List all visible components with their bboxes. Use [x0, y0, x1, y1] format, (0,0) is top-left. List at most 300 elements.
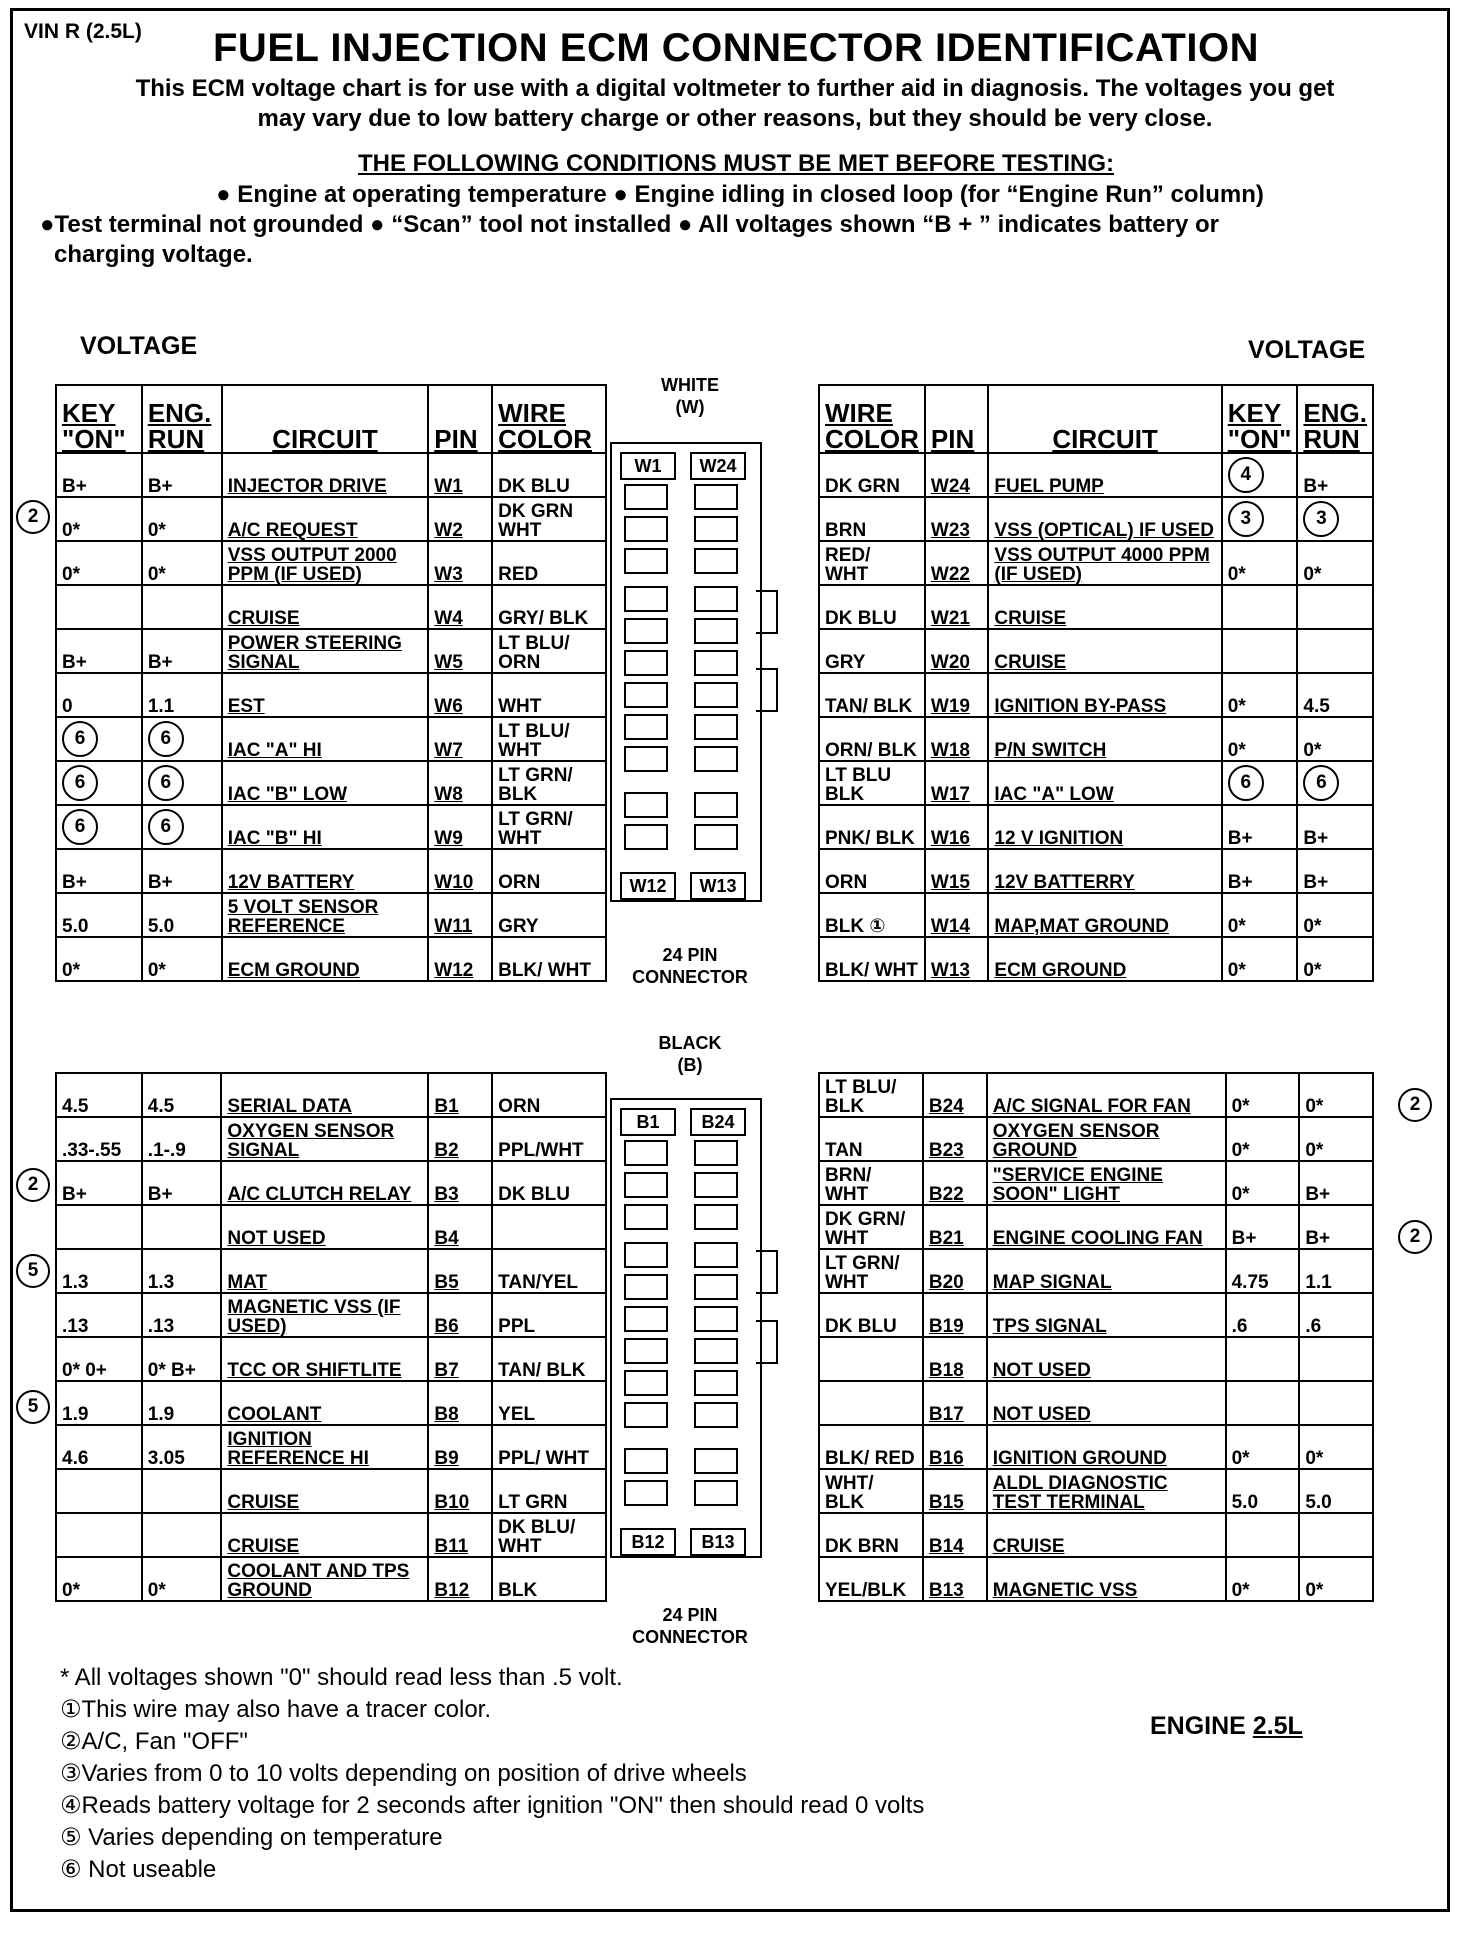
cell-key	[1222, 453, 1298, 497]
cell-key: B+	[1222, 849, 1298, 893]
pin-w13: W13	[690, 872, 746, 900]
pin-slot	[694, 1242, 738, 1268]
cell-pin: B16	[923, 1425, 987, 1469]
pin-slot	[694, 714, 738, 740]
cell-run	[1299, 1337, 1373, 1381]
table-row	[819, 849, 1373, 893]
cell-key: 0* 0+	[56, 1337, 142, 1381]
cell-key	[56, 717, 142, 761]
cell-wire: DK GRN WHT	[492, 497, 606, 541]
cell-pin: B5	[428, 1249, 492, 1293]
cell-circuit: ALDL DIAGNOSTIC TEST TERMINAL	[987, 1469, 1226, 1513]
pin-slot	[624, 746, 668, 772]
pin-b13: B13	[690, 1528, 746, 1556]
cell-wire: RED/ WHT	[819, 541, 925, 585]
cell-key: .13	[56, 1293, 142, 1337]
cell-wire: BRN/ WHT	[819, 1161, 923, 1205]
cell-wire: TAN/YEL	[492, 1249, 606, 1293]
cell-run: 3.05	[142, 1425, 222, 1469]
cell-run: 1.9	[142, 1381, 222, 1425]
hdr-wire-color: WIRE COLOR	[819, 385, 925, 453]
cell-pin: W15	[925, 849, 989, 893]
cell-run	[1299, 1381, 1373, 1425]
vin-label: VIN R (2.5L)	[24, 20, 142, 43]
pin-slot	[694, 1480, 738, 1506]
table-row	[56, 937, 606, 981]
cell-pin: B12	[428, 1557, 492, 1601]
cell-run: 0*	[1297, 541, 1373, 585]
cell-circuit: MAP,MAT GROUND	[988, 893, 1221, 937]
cell-pin: B14	[923, 1513, 987, 1557]
cell-run: B+	[1299, 1205, 1373, 1249]
cell-run: B+	[142, 629, 222, 673]
table-row	[56, 1073, 606, 1117]
cell-pin: B19	[923, 1293, 987, 1337]
cell-circuit: MAGNETIC VSS	[987, 1557, 1226, 1601]
cell-run: 0*	[1299, 1557, 1373, 1601]
pin-slot	[694, 516, 738, 542]
pin-b12: B12	[620, 1528, 676, 1556]
cell-key: 0*	[1222, 673, 1298, 717]
cell-pin: W4	[428, 585, 492, 629]
cell-pin: B6	[428, 1293, 492, 1337]
cell-key: 0*	[1222, 717, 1298, 761]
table-row	[56, 1469, 606, 1513]
cell-wire: DK BLU/ WHT	[492, 1513, 606, 1557]
cell-pin: W22	[925, 541, 989, 585]
hdr-key-on: KEY "ON"	[56, 385, 142, 453]
table-row	[819, 1337, 1373, 1381]
pin-slot	[694, 682, 738, 708]
cell-circuit: NOT USED	[987, 1381, 1226, 1425]
cell-key: B+	[56, 453, 142, 497]
cell-wire: LT GRN/ BLK	[492, 761, 606, 805]
cell-key	[1226, 1381, 1300, 1425]
cell-circuit: "SERVICE ENGINE SOON" LIGHT	[987, 1161, 1226, 1205]
table-row	[56, 585, 606, 629]
cell-run	[142, 761, 222, 805]
cell-pin: W5	[428, 629, 492, 673]
cell-run: 5.0	[142, 893, 222, 937]
cell-wire: DK BLU	[819, 1293, 923, 1337]
cell-wire: DK BLU	[492, 453, 606, 497]
table-row	[819, 1513, 1373, 1557]
pin-slot	[624, 516, 668, 542]
circled-note: 3	[1303, 501, 1339, 537]
circled-note: 6	[1303, 765, 1339, 801]
cell-pin: B7	[428, 1337, 492, 1381]
cell-run: .6	[1299, 1293, 1373, 1337]
cell-key: 0*	[1226, 1557, 1300, 1601]
pin-slot	[694, 792, 738, 818]
cell-key: B+	[1222, 805, 1298, 849]
footnote: ③Varies from 0 to 10 volts depending on position of drive wheels	[60, 1760, 747, 1787]
cell-pin: W21	[925, 585, 989, 629]
pin-b24: B24	[690, 1108, 746, 1136]
engine-prefix: ENGINE	[1150, 1712, 1253, 1740]
footnote: ⑥ Not useable	[60, 1856, 217, 1883]
cell-pin: B23	[923, 1117, 987, 1161]
cell-wire: BLK	[492, 1557, 606, 1601]
cell-wire: DK BRN	[819, 1513, 923, 1557]
cell-wire: BLK/ WHT	[492, 937, 606, 981]
white-connector-caption	[610, 944, 770, 988]
cell-pin: W1	[428, 453, 492, 497]
cell-circuit: INJECTOR DRIVE	[222, 453, 429, 497]
cell-run: 1.1	[142, 673, 222, 717]
cell-run: 0*	[1297, 717, 1373, 761]
cell-wire: BRN	[819, 497, 925, 541]
side-note-b3: 2	[16, 1168, 50, 1202]
hdr-circuit: CIRCUIT	[988, 385, 1221, 453]
white-left-table	[55, 384, 607, 982]
cell-run	[142, 1469, 222, 1513]
pin-slot	[624, 1140, 668, 1166]
cell-key	[1222, 629, 1298, 673]
condition-line-3: charging voltage.	[54, 241, 253, 268]
cell-run: 0*	[142, 937, 222, 981]
pin-slot	[624, 650, 668, 676]
white-connector-label	[630, 374, 750, 418]
pin-slot	[694, 548, 738, 574]
cell-circuit: MAP SIGNAL	[987, 1249, 1226, 1293]
table-row	[56, 497, 606, 541]
cell-circuit: MAGNETIC VSS (IF USED)	[221, 1293, 428, 1337]
circled-note: 6	[1228, 765, 1264, 801]
pin-slot	[624, 792, 668, 818]
cell-key	[1222, 761, 1298, 805]
table-row	[819, 1381, 1373, 1425]
cell-run	[1297, 629, 1373, 673]
table-row	[56, 805, 606, 849]
white-pin-count: 24 PIN	[662, 945, 718, 965]
circled-note: 4	[1228, 457, 1264, 493]
cell-wire: ORN	[492, 849, 606, 893]
cell-key	[56, 1513, 142, 1557]
footnote: ④Reads battery voltage for 2 seconds after ignition "ON" then should read 0 volts	[60, 1792, 925, 1819]
cell-circuit: IGNITION GROUND	[987, 1425, 1226, 1469]
table-row	[56, 1249, 606, 1293]
table-row	[56, 453, 606, 497]
black-right-table	[818, 1072, 1374, 1602]
voltage-label-left: VOLTAGE	[80, 332, 198, 360]
cell-circuit: TCC OR SHIFTLITE	[221, 1337, 428, 1381]
cell-circuit: EST	[222, 673, 429, 717]
cell-run	[1299, 1513, 1373, 1557]
cell-circuit: IAC "A" HI	[222, 717, 429, 761]
cell-circuit: CRUISE	[221, 1469, 428, 1513]
cell-wire: ORN/ BLK	[819, 717, 925, 761]
pin-slot	[694, 650, 738, 676]
cell-run: 0*	[142, 1557, 222, 1601]
cell-key: 4.75	[1226, 1249, 1300, 1293]
cell-circuit: IAC "A" LOW	[988, 761, 1221, 805]
cell-circuit: IGNITION REFERENCE HI	[221, 1425, 428, 1469]
table-row	[819, 717, 1373, 761]
cell-run: B+	[1297, 849, 1373, 893]
cell-wire: DK GRN/ WHT	[819, 1205, 923, 1249]
cell-pin: B17	[923, 1381, 987, 1425]
cell-wire: LT BLU/ ORN	[492, 629, 606, 673]
cell-pin: B20	[923, 1249, 987, 1293]
pin-slot	[624, 1172, 668, 1198]
cell-run	[142, 1205, 222, 1249]
condition-line-2: ●Test terminal not grounded ● “Scan” tool not installed ● All voltages shown “B + ” indicates battery or	[40, 211, 1219, 238]
cell-pin: B21	[923, 1205, 987, 1249]
table-row	[56, 717, 606, 761]
pin-slot	[624, 682, 668, 708]
table-row	[56, 1557, 606, 1601]
cell-pin: W10	[428, 849, 492, 893]
cell-circuit: ENGINE COOLING FAN	[987, 1205, 1226, 1249]
cell-circuit: IGNITION BY-PASS	[988, 673, 1221, 717]
cell-key: 0	[56, 673, 142, 717]
table-row	[56, 761, 606, 805]
cell-wire: LT GRN	[492, 1469, 606, 1513]
cell-wire: BLK ①	[819, 893, 925, 937]
cell-wire: PPL/WHT	[492, 1117, 606, 1161]
cell-pin: W12	[428, 937, 492, 981]
cell-wire: LT GRN/ WHT	[819, 1249, 923, 1293]
black-connector-key-top	[756, 1250, 778, 1294]
table-row	[56, 1205, 606, 1249]
cell-wire: GRY	[492, 893, 606, 937]
cell-run: 0*	[142, 497, 222, 541]
white-connector-key-top	[756, 590, 778, 634]
pin-slot	[624, 548, 668, 574]
cell-run: .1-.9	[142, 1117, 222, 1161]
white-right-table	[818, 384, 1374, 982]
cell-run: 0*	[1297, 893, 1373, 937]
footnotes	[60, 1662, 924, 1886]
cell-pin: W19	[925, 673, 989, 717]
cell-circuit: TPS SIGNAL	[987, 1293, 1226, 1337]
cell-key	[1226, 1513, 1300, 1557]
cell-pin: B2	[428, 1117, 492, 1161]
side-note-b8: 5	[16, 1390, 50, 1424]
side-note-b21: 2	[1398, 1220, 1432, 1254]
cell-key	[56, 1469, 142, 1513]
black-pin-count: 24 PIN	[662, 1605, 718, 1625]
hdr-eng-run: ENG. RUN	[142, 385, 222, 453]
table-row	[56, 1425, 606, 1469]
cell-wire: WHT	[492, 673, 606, 717]
cell-circuit: IAC "B" LOW	[222, 761, 429, 805]
cell-run: 5.0	[1299, 1469, 1373, 1513]
cell-key: 1.3	[56, 1249, 142, 1293]
pin-slot	[694, 586, 738, 612]
white-connector-word: CONNECTOR	[632, 967, 748, 987]
cell-pin: W11	[428, 893, 492, 937]
cell-pin: W2	[428, 497, 492, 541]
pin-slot	[624, 824, 668, 850]
hdr-circuit: CIRCUIT	[222, 385, 429, 453]
cell-wire: LT GRN/ WHT	[492, 805, 606, 849]
cell-pin: W8	[428, 761, 492, 805]
black-connector-caption	[610, 1604, 770, 1648]
cell-circuit: VSS (OPTICAL) IF USED	[988, 497, 1221, 541]
cell-wire: PNK/ BLK	[819, 805, 925, 849]
table-row	[819, 629, 1373, 673]
cell-wire: PPL	[492, 1293, 606, 1337]
cell-wire: GRY	[819, 629, 925, 673]
pin-slot	[694, 484, 738, 510]
pin-slot	[624, 1402, 668, 1428]
cell-circuit: NOT USED	[221, 1205, 428, 1249]
cell-run: 0* B+	[142, 1337, 222, 1381]
cell-wire: ORN	[492, 1073, 606, 1117]
cell-key: 0*	[1226, 1117, 1300, 1161]
cell-key	[56, 1205, 142, 1249]
cell-pin: B24	[923, 1073, 987, 1117]
pin-slot	[694, 618, 738, 644]
cell-run: 0*	[1297, 937, 1373, 981]
table-row	[819, 1469, 1373, 1513]
table-row	[819, 937, 1373, 981]
cell-run: 1.1	[1299, 1249, 1373, 1293]
cell-run: B+	[142, 453, 222, 497]
cell-wire: TAN	[819, 1117, 923, 1161]
cell-run	[1297, 585, 1373, 629]
cell-circuit: POWER STEERING SIGNAL	[222, 629, 429, 673]
table-row	[819, 805, 1373, 849]
black-left-table	[55, 1072, 607, 1602]
footnote: ①This wire may also have a tracer color.	[60, 1696, 492, 1723]
cell-key: B+	[56, 1161, 142, 1205]
pin-slot	[694, 1338, 738, 1364]
hdr-key-on: KEY "ON"	[1222, 385, 1298, 453]
cell-key: B+	[56, 629, 142, 673]
black-connector-name: BLACK	[658, 1033, 722, 1053]
cell-pin: W3	[428, 541, 492, 585]
footnote: ②A/C, Fan "OFF"	[60, 1728, 248, 1755]
white-left-header	[56, 385, 606, 453]
cell-pin: W13	[925, 937, 989, 981]
cell-key: 0*	[1222, 893, 1298, 937]
cell-key: 0*	[56, 541, 142, 585]
circled-note: 6	[148, 765, 184, 801]
cell-circuit: FUEL PUMP	[988, 453, 1221, 497]
cell-pin: B13	[923, 1557, 987, 1601]
cell-key: B+	[56, 849, 142, 893]
circled-note: 6	[62, 721, 98, 757]
footnote: * All voltages shown "0" should read less than .5 volt.	[60, 1664, 623, 1691]
pin-b1: B1	[620, 1108, 676, 1136]
cell-run: B+	[1299, 1161, 1373, 1205]
cell-wire	[819, 1381, 923, 1425]
cell-pin: W6	[428, 673, 492, 717]
cell-pin: W16	[925, 805, 989, 849]
cell-circuit: NOT USED	[987, 1337, 1226, 1381]
table-row	[819, 761, 1373, 805]
pin-w1: W1	[620, 452, 676, 480]
white-right-header	[819, 385, 1373, 453]
cell-wire: BLK/ RED	[819, 1425, 923, 1469]
cell-circuit: A/C REQUEST	[222, 497, 429, 541]
pin-w12: W12	[620, 872, 676, 900]
cell-key: 0*	[56, 1557, 142, 1601]
cell-circuit: 12V BATTERRY	[988, 849, 1221, 893]
cell-run: 4.5	[142, 1073, 222, 1117]
cell-circuit: CRUISE	[221, 1513, 428, 1557]
cell-key: 1.9	[56, 1381, 142, 1425]
pin-slot	[624, 618, 668, 644]
cell-pin: W18	[925, 717, 989, 761]
cell-pin: B9	[428, 1425, 492, 1469]
intro-text	[40, 74, 1430, 134]
cell-pin: B1	[428, 1073, 492, 1117]
cell-run	[1297, 761, 1373, 805]
cell-wire: LT BLU/ BLK	[819, 1073, 923, 1117]
cell-wire: DK BLU	[819, 585, 925, 629]
cell-pin: B22	[923, 1161, 987, 1205]
cell-run: .13	[142, 1293, 222, 1337]
table-row	[56, 1337, 606, 1381]
table-row	[819, 1161, 1373, 1205]
cell-key: .33-.55	[56, 1117, 142, 1161]
cell-key: 0*	[56, 937, 142, 981]
table-row	[819, 1249, 1373, 1293]
circled-note: 6	[148, 809, 184, 845]
table-row	[819, 1557, 1373, 1601]
condition-line-1: ● Engine at operating temperature ● Engine idling in closed loop (for “Engine Run” column)	[216, 181, 1264, 208]
cell-run: B+	[142, 1161, 222, 1205]
circled-note: 3	[1228, 501, 1264, 537]
cell-pin: W17	[925, 761, 989, 805]
circled-note: 6	[62, 765, 98, 801]
pin-slot	[624, 1448, 668, 1474]
cell-circuit: P/N SWITCH	[988, 717, 1221, 761]
table-row	[819, 1205, 1373, 1249]
cell-circuit: CRUISE	[988, 629, 1221, 673]
table-row	[819, 893, 1373, 937]
pin-slot	[694, 1172, 738, 1198]
table-row	[56, 1513, 606, 1557]
pin-slot	[624, 1274, 668, 1300]
table-row	[56, 1161, 606, 1205]
cell-wire: RED	[492, 541, 606, 585]
cell-pin: B15	[923, 1469, 987, 1513]
pin-slot	[624, 1204, 668, 1230]
table-row	[819, 453, 1373, 497]
cell-key: B+	[1226, 1205, 1300, 1249]
cell-circuit: A/C CLUTCH RELAY	[221, 1161, 428, 1205]
cell-circuit: COOLANT	[221, 1381, 428, 1425]
cell-circuit: VSS OUTPUT 2000 PPM (IF USED)	[222, 541, 429, 585]
cell-run: 4.5	[1297, 673, 1373, 717]
pin-slot	[694, 1274, 738, 1300]
table-row	[56, 1117, 606, 1161]
cell-pin: B11	[428, 1513, 492, 1557]
cell-key: 0*	[56, 497, 142, 541]
cell-circuit: CRUISE	[987, 1513, 1226, 1557]
cell-circuit: ECM GROUND	[222, 937, 429, 981]
cell-pin: B8	[428, 1381, 492, 1425]
black-connector-label	[630, 1032, 750, 1076]
cell-key: 4.6	[56, 1425, 142, 1469]
cell-circuit: COOLANT AND TPS GROUND	[221, 1557, 428, 1601]
cell-run: B+	[142, 849, 222, 893]
cell-key: 0*	[1226, 1161, 1300, 1205]
white-connector-code: (W)	[675, 397, 705, 417]
cell-key: 0*	[1222, 937, 1298, 981]
cell-pin: B18	[923, 1337, 987, 1381]
cell-circuit: 5 VOLT SENSOR REFERENCE	[222, 893, 429, 937]
table-row	[819, 1293, 1373, 1337]
table-row	[56, 629, 606, 673]
cell-key: 4.5	[56, 1073, 142, 1117]
hdr-wire-color: WIRE COLOR	[492, 385, 606, 453]
